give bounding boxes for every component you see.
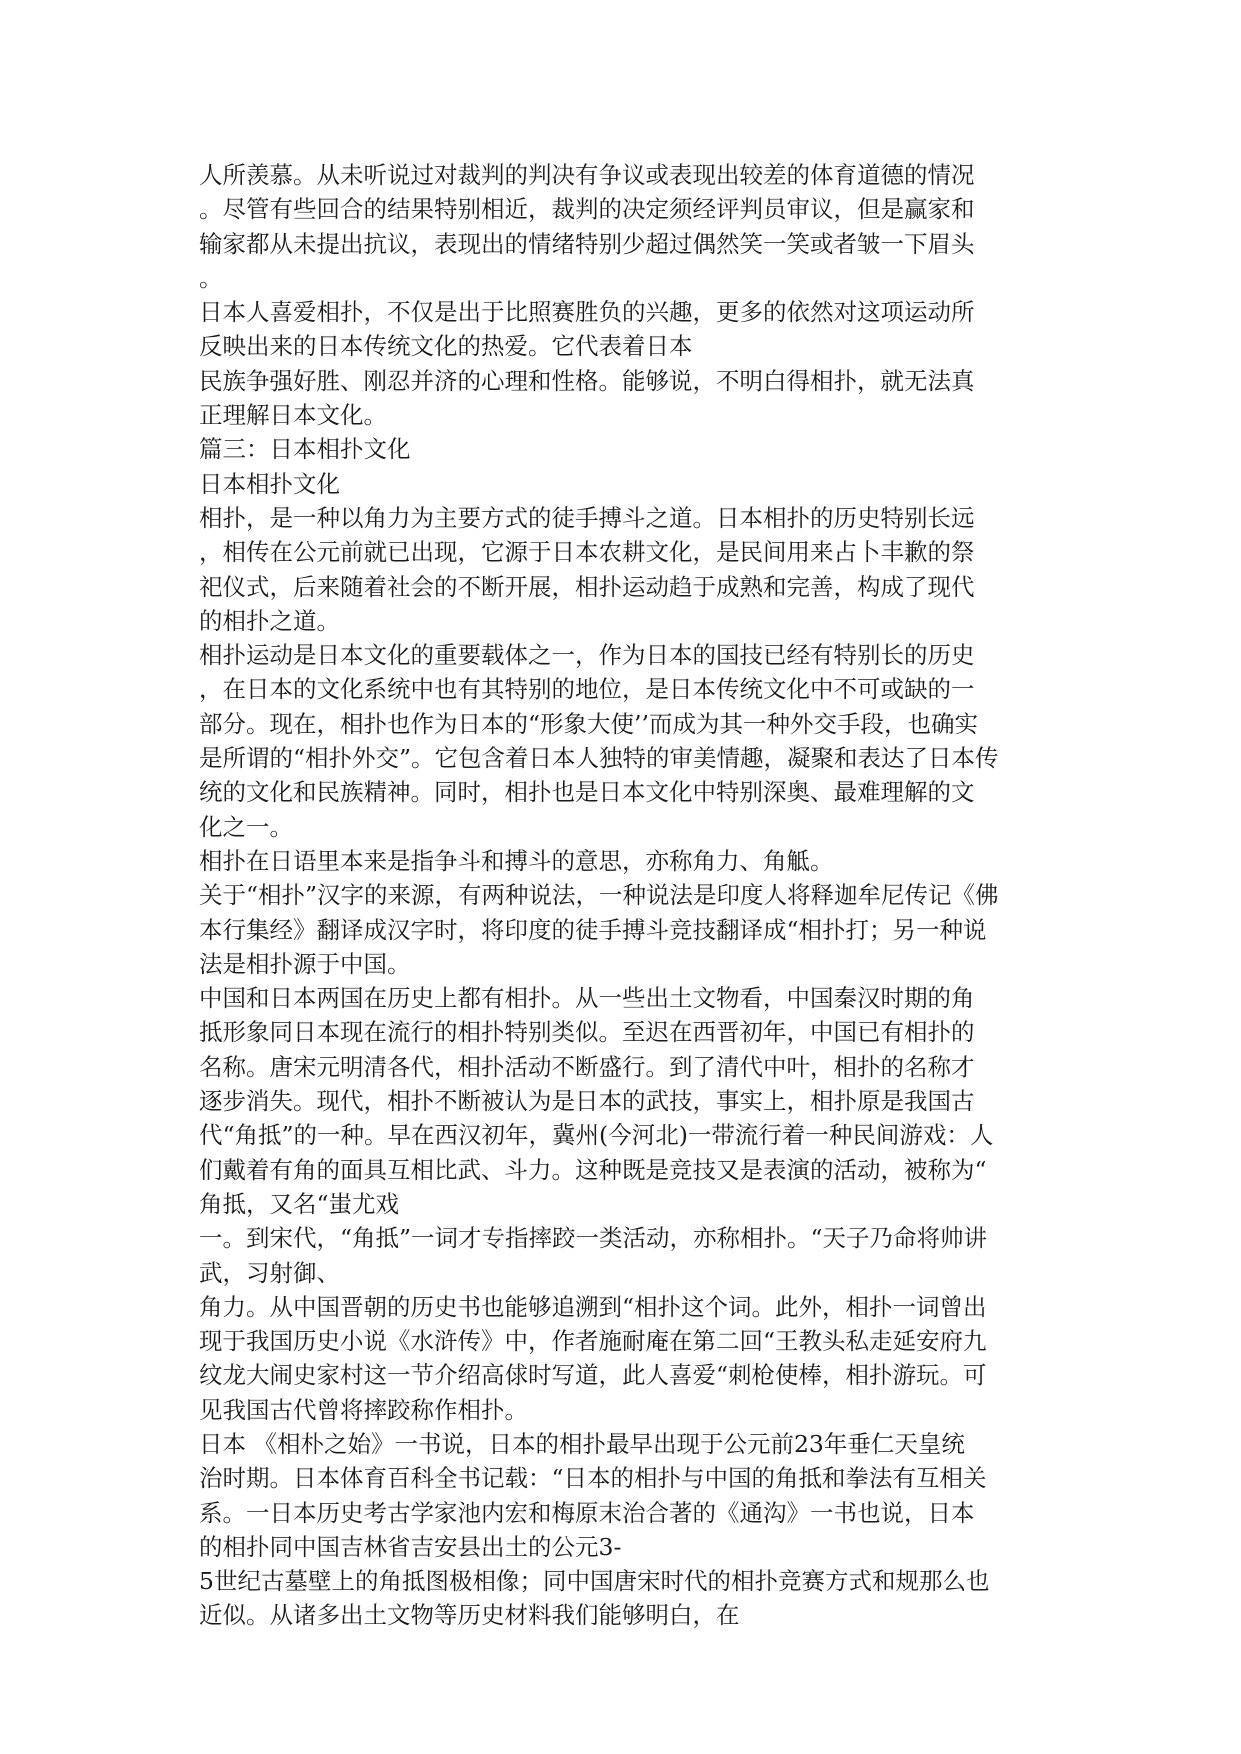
text-line: 相扑在日语里本来是指争斗和搏斗的意思，亦称角力、角觝。 [199,846,834,875]
text-line: 一。到宋代，“角抵”一词才专指摔跤一类活动，亦称相扑。“天子乃命将帅讲 [199,1224,988,1253]
text-line: 武，习射御、 [199,1258,340,1287]
text-line: 见我国古代曾将摔跤称作相扑。 [199,1395,528,1424]
text-line: 逐步消失。现代，相扑不断被认为是日本的武技，事实上，相扑原是我国古 [199,1087,975,1116]
text-line: 们戴着有角的面具互相比武、斗力。这种既是竞技又是表演的活动，被称为“ [199,1155,987,1184]
text-line: 部分。现在，相扑也作为日本的“形象大使’’而成为其一种外交手段，也确实 [199,709,978,738]
text-line: 名称。唐宋元明清各代，相扑活动不断盛行。到了清代中叶，相扑的名称才 [199,1052,975,1081]
text-line: ，在日本的文化系统中也有其特别的地位，是日本传统文化中不可或缺的一 [199,675,975,704]
text-line: 的相扑同中国吉林省吉安县出土的公元3- [199,1532,622,1561]
text-line: 日本人喜爱相扑，不仅是出于比照赛胜负的兴趣，更多的依然对这项运动所 [199,298,975,327]
text-line: 正理解日本文化。 [199,401,387,430]
text-line: 人所羡慕。从未听说过对裁判的判决有争议或表现出较差的体育道德的情况 [199,161,975,189]
text-line: 本行集经》翻译成汉字时，将印度的徒手搏斗竞技翻译成“相扑打；另一种说 [199,915,987,944]
text-line: 民族争强好胜、刚忍并济的心理和性格。能够说，不明白得相扑，就无法真 [199,366,975,395]
text-line: 输家都从未提出抗议，表现出的情绪特别少超过偶然笑一笑或者皱一下眉头 [199,229,975,258]
text-line: 日本 《相朴之始》一书说，日本的相扑最早出现于公元前23年垂仁天皇统 [199,1429,965,1458]
text-line: 中国和日本两国在历史上都有相扑。从一些出土文物看，中国秦汉时期的角 [199,984,975,1013]
text-line: 现于我国历史小说《水浒传》中，作者施耐庵在第二回“王教头私走延安府九 [199,1327,987,1356]
text-line: ，相传在公元前就已出现，它源于日本农耕文化，是民间用来占卜丰歉的祭 [199,538,975,567]
text-line: 治时期。日本体育百科全书记载：“日本的相扑与中国的角抵和拳法有互相关 [199,1464,987,1493]
text-line: 是所谓的“相扑外交”。它包含着日本人独特的审美情趣，凝聚和表达了日本传 [199,744,999,773]
text-line: 相扑，是一种以角力为主要方式的徒手搏斗之道。日本相扑的历史特别长远 [199,503,975,532]
text-line: 。尽管有些回合的结果特别相近，裁判的决定须经评判员审议，但是赢家和 [199,195,975,224]
text-line: 祀仪式，后来随着社会的不断开展，相扑运动趋于成熟和完善，构成了现代 [199,572,975,601]
text-line: 系。一日本历史考古学家池内宏和梅原末治合著的《通沟》一书也说，日本 [199,1498,975,1527]
text-line: 纹龙大闹史家村这一节介绍高俅时写道，此人喜爱“刺枪使棒，相扑游玩。可 [199,1361,987,1390]
text-line: 角抵，又名“蚩尤戏 [199,1189,400,1218]
section-heading: 篇三：日本相扑文化 [199,435,411,464]
text-line: 代“角抵”的一种。早在西汉初年，冀州(今河北)一带流行着一种民间游戏：人 [199,1121,994,1150]
text-line: 抵形象同日本现在流行的相扑特别类似。至迟在西晋初年，中国已有相扑的 [199,1018,975,1047]
text-line: 相扑运动是日本文化的重要载体之一，作为日本的国技已经有特别长的历史 [199,641,975,670]
text-line: 近似。从诸多出土文物等历史材料我们能够明白，在 [199,1601,740,1630]
text-line: 的相扑之道。 [199,606,340,635]
section-title: 日本相扑文化 [199,469,340,498]
text-line: 角力。从中国晋朝的历史书也能够追溯到“相扑这个词。此外，相扑一词曾出 [199,1292,987,1321]
body-text [199,158,1059,1633]
text-line: 。 [199,263,223,292]
text-line: 法是相扑源于中国。 [199,949,411,978]
text-line: 关于“相扑”汉字的来源，有两种说法，一种说法是印度人将释迦牟尼传记《佛 [199,881,999,910]
text-line: 5世纪古墓壁上的角抵图极相像；同中国唐宋时代的相扑竞赛方式和规那么也 [199,1567,990,1596]
text-line: 反映出来的日本传统文化的热爱。它代表着日本 [199,332,693,361]
text-line: 化之一。 [199,812,293,841]
text-line: 统的文化和民族精神。同时，相扑也是日本文化中特别深奥、最难理解的文 [199,778,975,807]
